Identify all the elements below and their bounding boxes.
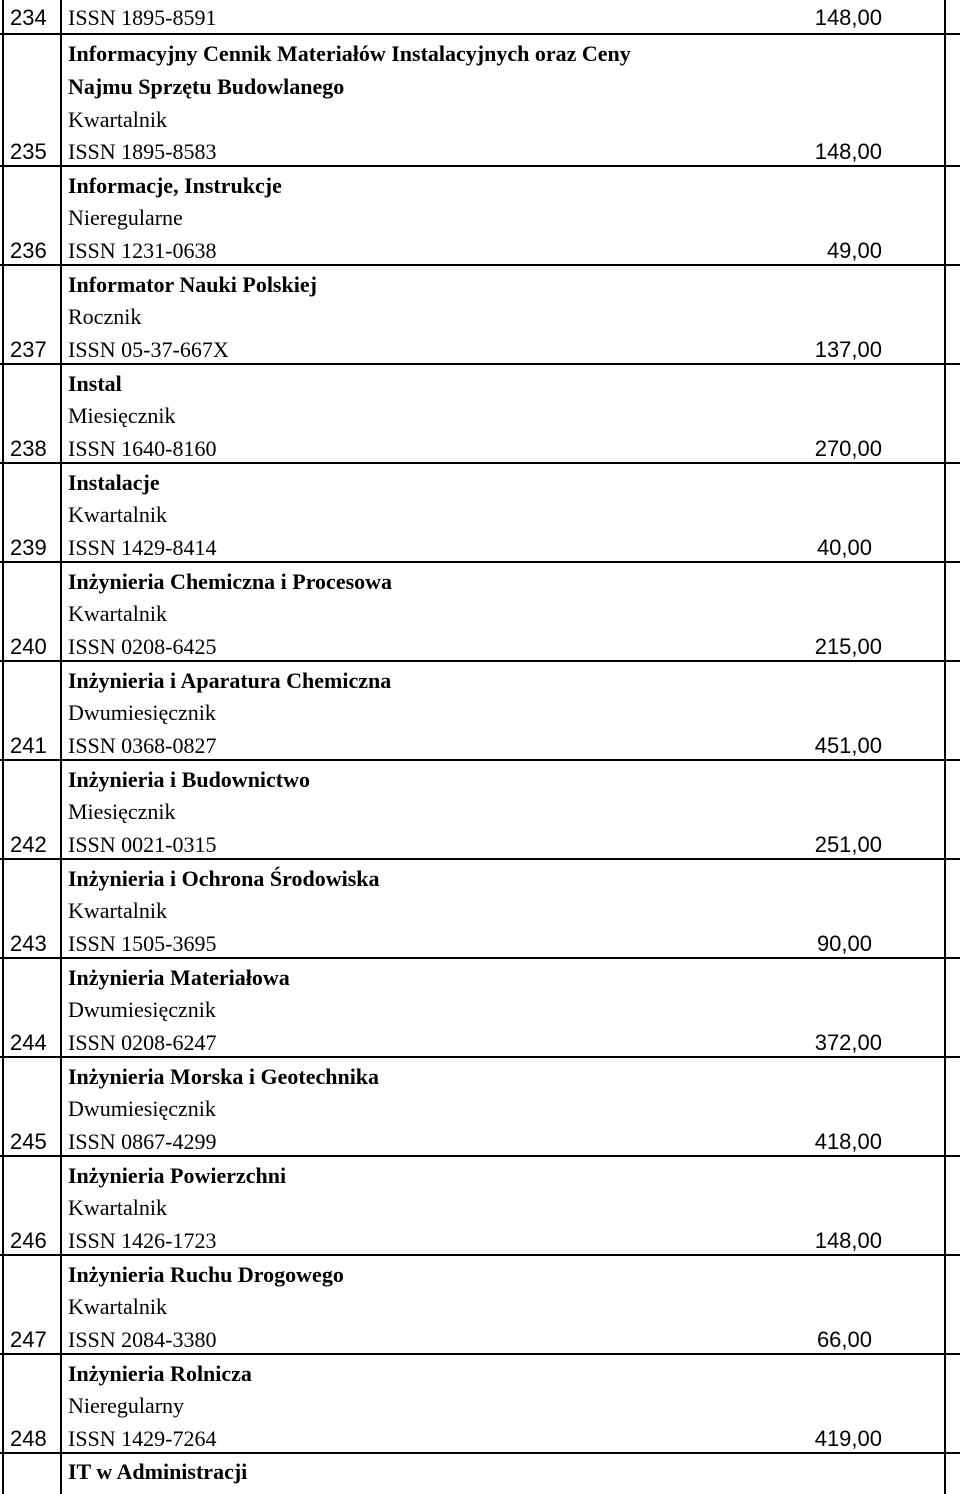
entry-title: Inżynieria Ruchu Drogowego [68, 1262, 344, 1287]
table-row [0, 1355, 960, 1454]
entry-title: Inżynieria i Aparatura Chemiczna [68, 668, 392, 693]
entry-number: 245 [10, 1129, 47, 1154]
entry-frequency: Kwartalnik [68, 601, 167, 626]
entry-frequency: Nieregularne [68, 205, 183, 230]
entry-title: IT w Administracji [68, 1459, 248, 1484]
table-row [0, 1454, 960, 1494]
entry-number: 234 [10, 5, 47, 30]
entry-title: Instal [68, 371, 122, 396]
entry-frequency: Rocznik [68, 304, 142, 329]
entry-frequency: Kwartalnik [68, 898, 167, 923]
table-row [0, 365, 960, 464]
entry-price: 215,00 [814, 634, 882, 659]
entry-frequency: Dwumiesięcznik [68, 700, 216, 725]
entry-price: 251,00 [814, 832, 882, 857]
table-row [0, 266, 960, 365]
table-row [0, 761, 960, 860]
entry-number: 237 [10, 337, 47, 362]
table-row [0, 1256, 960, 1355]
entry-frequency: Kwartalnik [68, 107, 167, 132]
entry-number: 240 [10, 634, 47, 659]
entry-issn: ISSN 0867-4299 [68, 1129, 217, 1154]
entry-issn: ISSN 05-37-667X [68, 337, 229, 362]
table-row [0, 662, 960, 761]
entry-frequency: Nieregularny [68, 1393, 185, 1418]
entry-price: 372,00 [814, 1030, 882, 1055]
entry-title: Inżynieria Morska i Geotechnika [68, 1064, 380, 1089]
entry-title: Informacje, Instrukcje [68, 173, 282, 198]
entry-price: 66,00 [816, 1327, 872, 1352]
entry-number: 244 [10, 1030, 47, 1055]
entry-price: 40,00 [816, 535, 872, 560]
entry-number: 242 [10, 832, 47, 857]
entry-number: 239 [10, 535, 47, 560]
entry-number: 238 [10, 436, 47, 461]
entry-price: 270,00 [814, 436, 882, 461]
table-row [0, 959, 960, 1058]
entry-issn: ISSN 1429-7264 [68, 1426, 217, 1451]
table-row [0, 563, 960, 662]
entry-issn: ISSN 1895-8583 [68, 139, 217, 164]
entry-issn: ISSN 0021-0315 [68, 832, 217, 857]
entry-issn: ISSN 1640-8160 [68, 436, 217, 461]
entry-price: 90,00 [816, 931, 872, 956]
entry-number: 243 [10, 931, 47, 956]
entry-frequency: Miesięcznik [68, 403, 176, 428]
entry-title: Najmu Sprzętu Budowlanego [68, 74, 345, 99]
entry-number: 241 [10, 733, 47, 758]
table-row [0, 1058, 960, 1157]
entry-issn: ISSN 2084-3380 [68, 1327, 217, 1352]
table-row [0, 0, 960, 35]
entry-price: 418,00 [814, 1129, 882, 1154]
entry-frequency: Kwartalnik [68, 502, 167, 527]
entry-issn: ISSN 1505-3695 [68, 931, 217, 956]
entry-frequency: Kwartalnik [68, 1195, 167, 1220]
entry-price: 148,00 [814, 5, 882, 30]
entry-number: 247 [10, 1327, 47, 1352]
entry-frequency: Miesięcznik [68, 799, 176, 824]
entry-title: Instalacje [68, 470, 160, 495]
entry-price: 148,00 [814, 139, 882, 164]
entry-title: Inżynieria i Ochrona Środowiska [68, 866, 380, 891]
entry-title: Inżynieria Powierzchni [68, 1163, 287, 1188]
entry-issn: ISSN 0368-0827 [68, 733, 217, 758]
entry-frequency: Kwartalnik [68, 1294, 167, 1319]
table-row [0, 35, 960, 167]
entry-issn: ISSN 1895-8591 [68, 5, 217, 30]
entry-issn: ISSN 0208-6247 [68, 1030, 217, 1055]
entry-title: Inżynieria Rolnicza [68, 1361, 252, 1386]
entry-issn: ISSN 1231-0638 [68, 238, 217, 263]
entry-price: 148,00 [814, 1228, 882, 1253]
table-row [0, 464, 960, 563]
entry-frequency: Dwumiesięcznik [68, 1096, 216, 1121]
entry-price: 137,00 [814, 337, 882, 362]
entry-issn: ISSN 1429-8414 [68, 535, 217, 560]
table-row [0, 860, 960, 959]
entry-price: 49,00 [826, 238, 882, 263]
entry-number: 248 [10, 1426, 47, 1451]
table-row [0, 1157, 960, 1256]
entry-frequency: Dwumiesięcznik [68, 997, 216, 1022]
table-row [0, 167, 960, 266]
entry-issn: ISSN 1426-1723 [68, 1228, 217, 1253]
entry-title: Inżynieria Materiałowa [68, 965, 290, 990]
entry-number: 236 [10, 238, 47, 263]
entry-issn: ISSN 0208-6425 [68, 634, 217, 659]
entry-number: 246 [10, 1228, 47, 1253]
entry-price: 451,00 [814, 733, 882, 758]
entry-title: Informacyjny Cennik Materiałów Instalacyjnych oraz Ceny [68, 41, 631, 66]
entry-title: Informator Nauki Polskiej [68, 272, 317, 297]
entry-price: 419,00 [814, 1426, 882, 1451]
entry-title: Inżynieria i Budownictwo [68, 767, 311, 792]
entry-number: 235 [10, 139, 47, 164]
entry-title: Inżynieria Chemiczna i Procesowa [68, 569, 393, 594]
